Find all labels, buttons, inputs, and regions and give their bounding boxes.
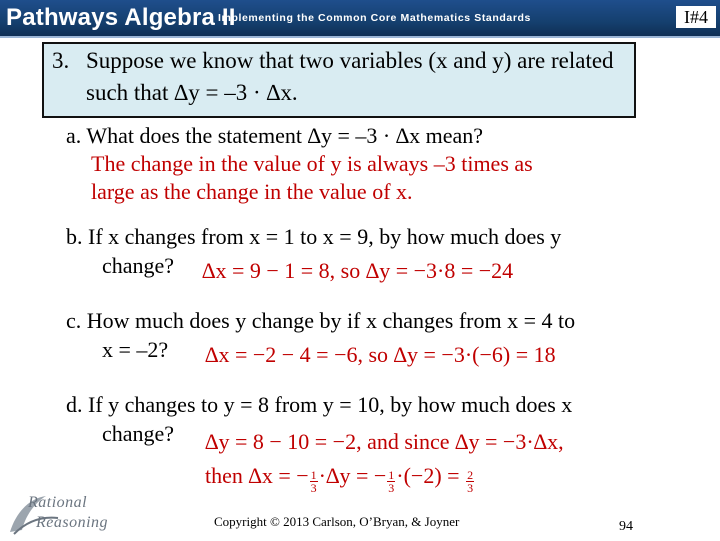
fraction-one-third xyxy=(310,469,318,494)
question-line-2: such that ∆y = –3 · ∆x. xyxy=(86,80,298,105)
rational-reasoning-logo xyxy=(6,492,130,536)
page-number: 94 xyxy=(619,519,633,534)
fraction-one-third-second xyxy=(387,469,395,494)
part-d-answer-math-line-2 xyxy=(205,462,475,494)
logo-line-1: Rational xyxy=(28,494,88,511)
fraction-numerator: 1 xyxy=(310,468,317,482)
fraction-denominator: 3 xyxy=(310,481,317,495)
part-c-prompt-line-2: x = –2? xyxy=(102,337,169,362)
part-d-prompt-line-1: d. If y changes to y = 8 from y = 10, by how much does x xyxy=(66,392,573,417)
part-b-prompt-line-2: change? xyxy=(102,253,175,278)
question-line-1: Suppose we know that two variables (x and y) are related xyxy=(86,48,614,73)
part-b-prompt-line-1: b. If x changes from x = 1 to x = 9, by how much does y xyxy=(66,224,562,249)
part-c-prompt-line-1: c. How much does y change by if x changes from x = 4 to xyxy=(66,308,576,333)
part-b-answer-math: ∆x = 9 − 1 = 8, so ∆y = −3·8 = −24 xyxy=(202,258,514,283)
part-d-math2-prefix: then ∆x = − xyxy=(205,463,309,488)
fraction-numerator: 2 xyxy=(467,468,474,482)
part-d-answer-math-line-1: ∆y = 8 − 10 = −2, and since ∆y = −3·∆x, xyxy=(205,429,564,454)
fraction-denominator: 3 xyxy=(467,481,474,495)
question-number: 3. xyxy=(52,48,70,73)
question-box xyxy=(42,42,636,118)
logo-line-2: Reasoning xyxy=(36,514,109,531)
part-d-math2-mid: ·∆y = − xyxy=(318,463,387,488)
part-a-answer-line-2: large as the change in the value of x. xyxy=(91,179,413,204)
header-bar xyxy=(0,0,720,36)
part-d-prompt-line-2: change? xyxy=(102,421,175,446)
part-a-prompt: a. What does the statement ∆y = –3 · ∆x mean? xyxy=(66,123,484,148)
header-separator xyxy=(0,36,720,38)
header-title: Pathways Algebra II xyxy=(6,4,236,31)
fraction-result xyxy=(466,469,474,494)
header-subtitle: Implementing the Common Core Mathematics Standards xyxy=(218,12,531,24)
part-c-answer-math: ∆x = −2 − 4 = −6, so ∆y = −3·(−6) = 18 xyxy=(205,342,556,367)
fraction-numerator: 1 xyxy=(388,468,395,482)
fraction-denominator: 3 xyxy=(388,481,395,495)
slide-id: I#4 xyxy=(676,6,716,28)
part-d-math2-suffix: ·(−2) = xyxy=(396,463,466,488)
copyright-text: Copyright © 2013 Carlson, O’Bryan, & Joyner xyxy=(214,514,460,529)
part-a-answer-line-1: The change in the value of y is always –3 times as xyxy=(91,151,533,176)
